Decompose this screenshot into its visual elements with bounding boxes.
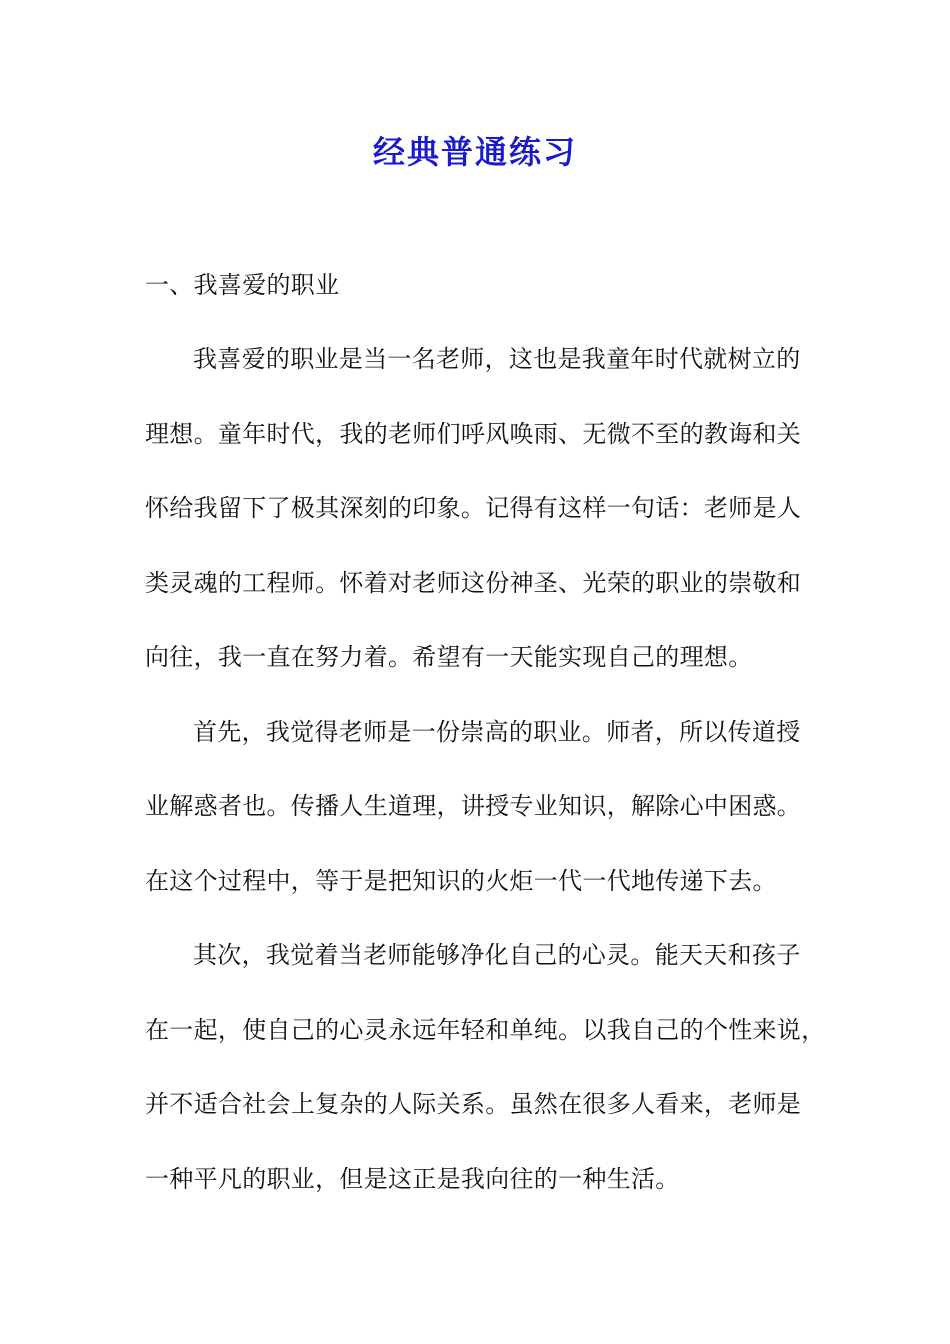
- paragraph-2-line-1: 首先，我觉得老师是一份崇高的职业。师者，所以传道授: [193, 718, 801, 746]
- document-title: 经典普通练习: [372, 133, 577, 171]
- paragraph-1-line-4: 类灵魂的工程师。怀着对老师这份神圣、光荣的职业的崇敬和: [145, 569, 802, 597]
- paragraph-1-line-5: 向往，我一直在努力着。希望有一天能实现自己的理想。: [145, 643, 753, 671]
- paragraph-2-line-2: 业解惑者也。传播人生道理，讲授专业知识，解除心中困惑。: [145, 792, 802, 820]
- paragraph-1-line-1: 我喜爱的职业是当一名老师，这也是我童年时代就树立的: [193, 345, 801, 373]
- paragraph-3-line-4: 一种平凡的职业，但是这正是我向往的一种生活。: [145, 1165, 680, 1193]
- paragraph-2-line-3: 在这个过程中，等于是把知识的火炬一代一代地传递下去。: [145, 867, 777, 895]
- paragraph-1-line-3: 怀给我留下了极其深刻的印象。记得有这样一句话：老师是人: [145, 494, 802, 522]
- paragraph-3-line-3: 并不适合社会上复杂的人际关系。虽然在很多人看来，老师是: [145, 1090, 802, 1118]
- paragraph-1-line-2: 理想。童年时代，我的老师们呼风唤雨、无微不至的教诲和关: [145, 420, 802, 448]
- paragraph-3-line-2: 在一起，使自己的心灵永远年轻和单纯。以我自己的个性来说，: [145, 1016, 826, 1044]
- section-heading: 一、我喜爱的职业: [145, 271, 340, 299]
- paragraph-3-line-1: 其次，我觉着当老师能够净化自己的心灵。能天天和孩子: [193, 941, 801, 969]
